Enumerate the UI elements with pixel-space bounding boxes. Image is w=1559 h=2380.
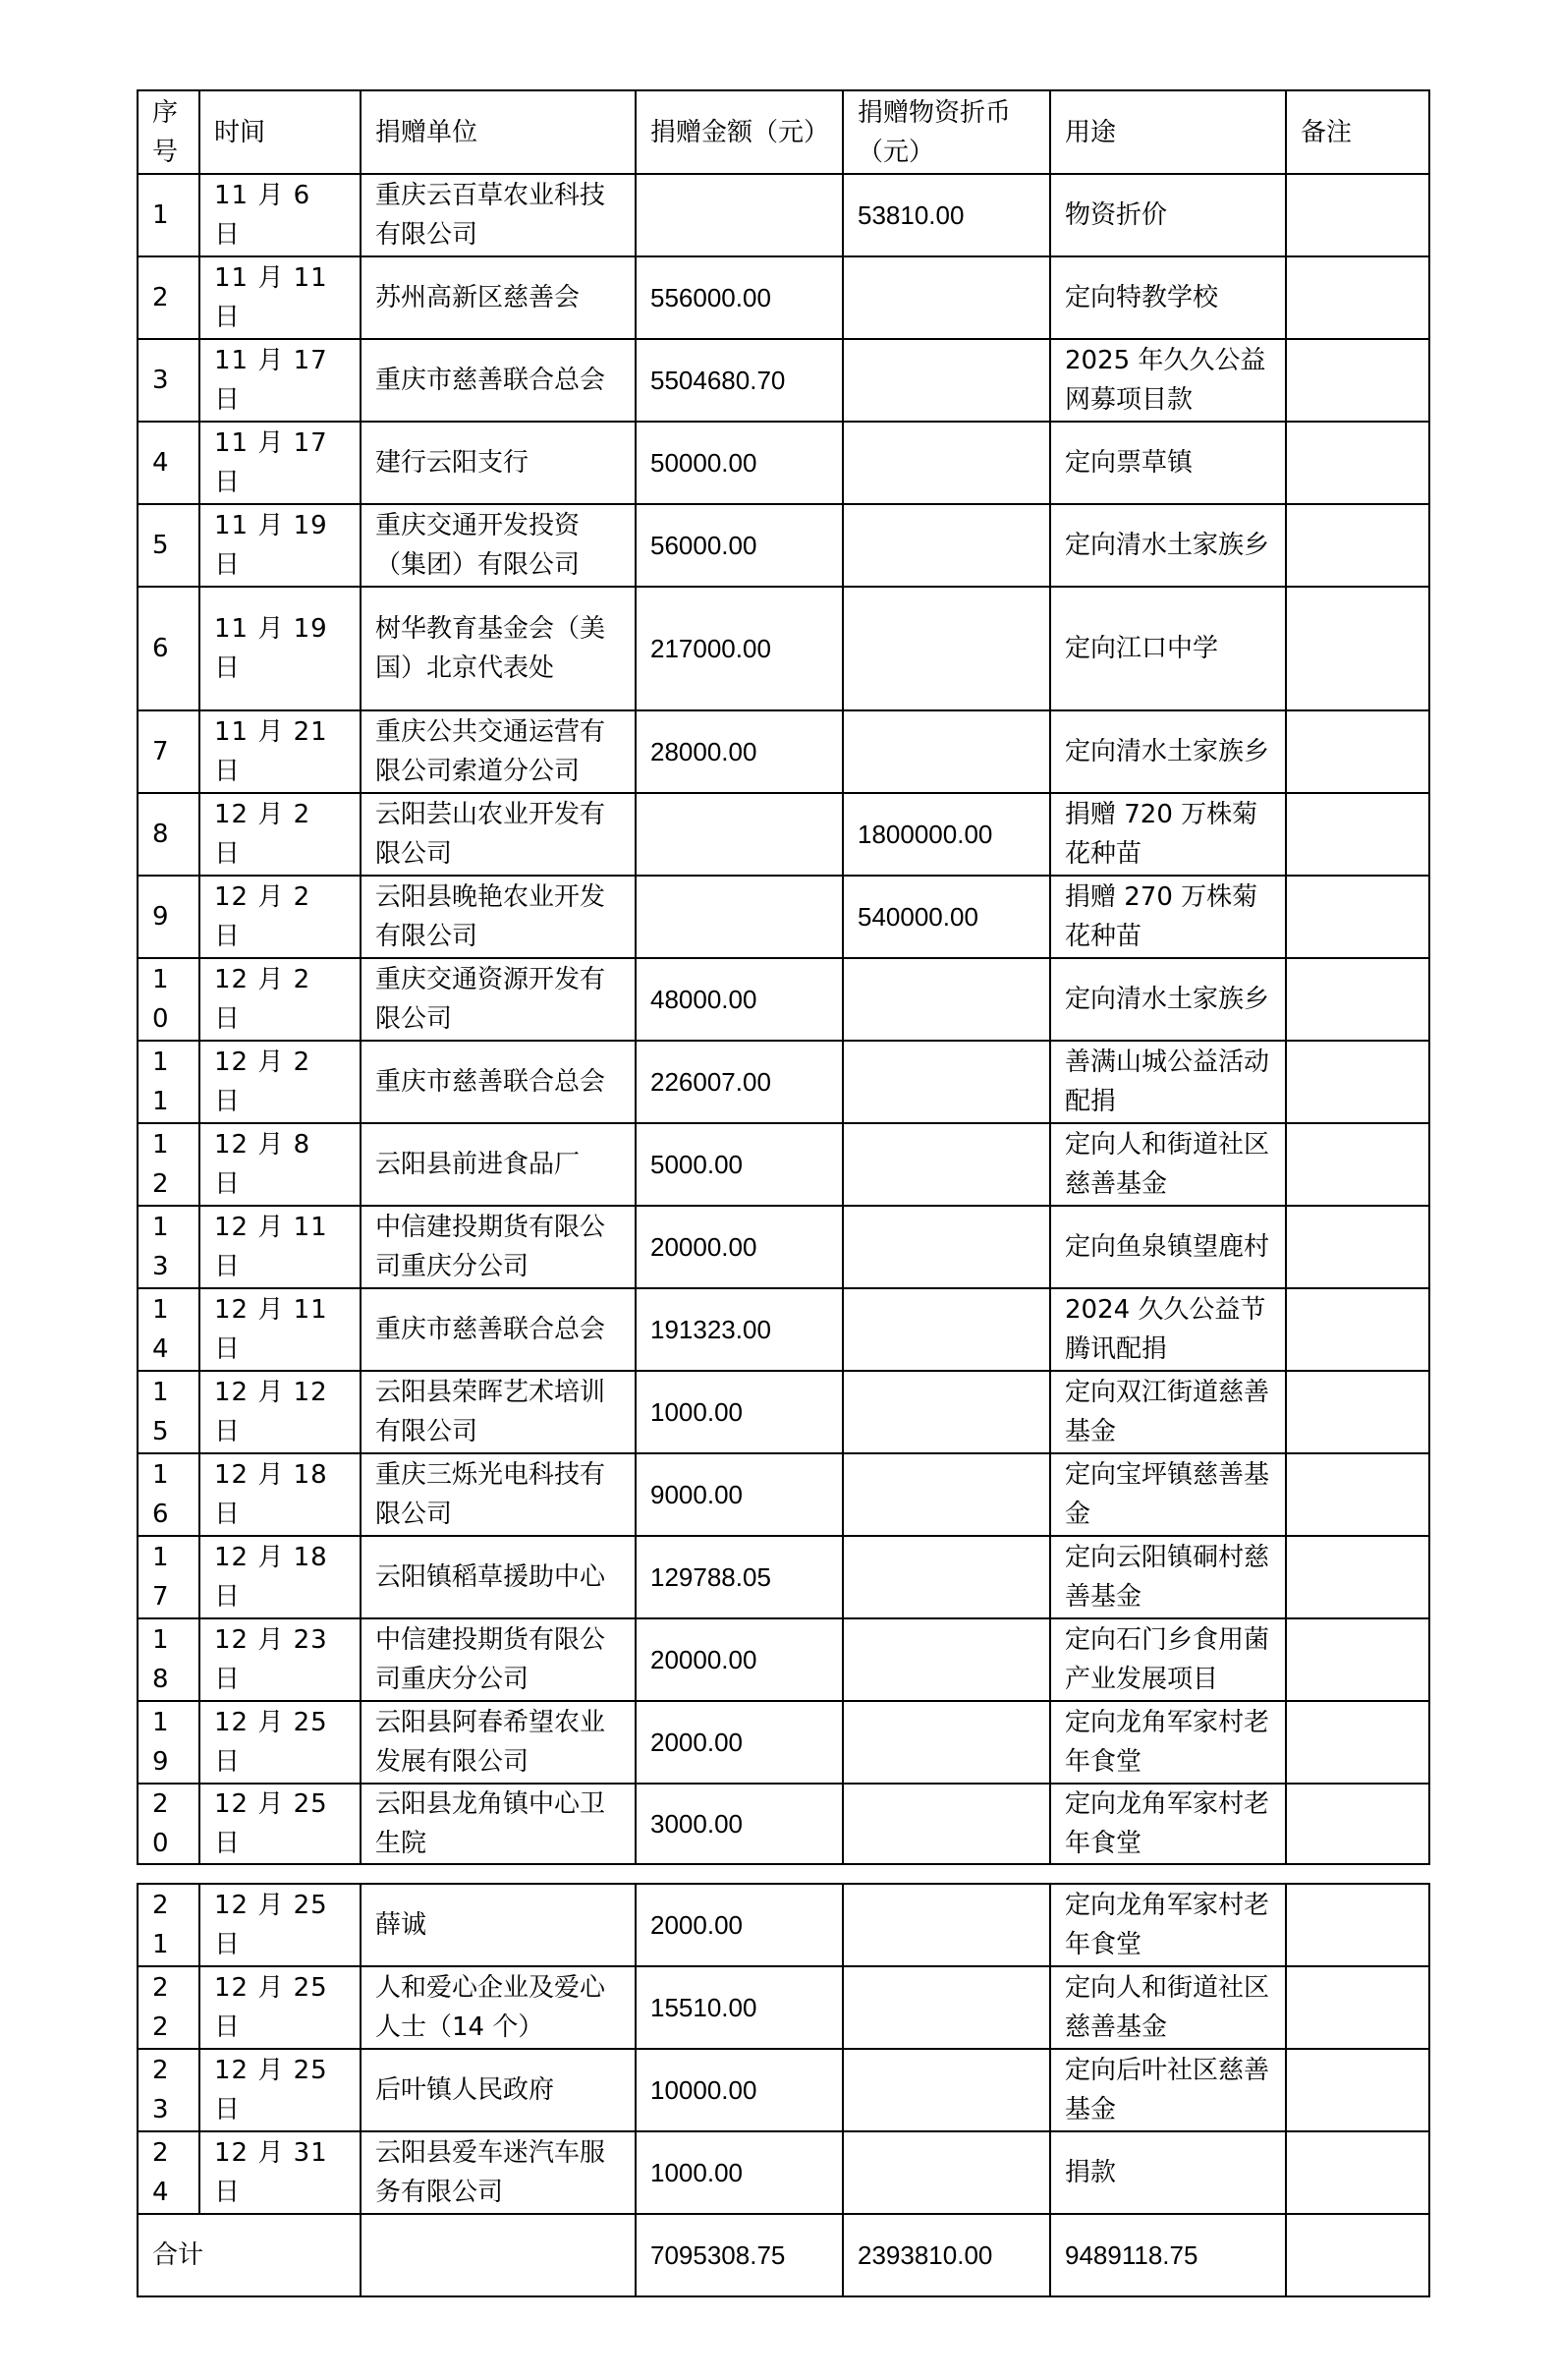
row-purpose: 善满山城公益活动配捐: [1050, 1041, 1286, 1123]
table-row: [138, 339, 1429, 422]
row-note: [1286, 876, 1429, 958]
row-note: [1286, 1701, 1429, 1784]
row-seq: 21: [138, 1884, 199, 1966]
row-time: 12 月 2 日: [199, 1041, 361, 1123]
row-amount: 48000.00: [636, 958, 843, 1041]
row-seq: 23: [138, 2049, 199, 2131]
total-goods: 2393810.00: [843, 2214, 1050, 2296]
row-time: 11 月 19 日: [199, 587, 361, 710]
row-note: [1286, 2131, 1429, 2214]
table-header-row: [138, 90, 1429, 174]
table-row: [138, 1701, 1429, 1784]
row-note: [1286, 1288, 1429, 1371]
donation-table: [137, 89, 1430, 1865]
row-donor: 树华教育基金会（美国）北京代表处: [361, 587, 636, 710]
row-amount: 50000.00: [636, 422, 843, 504]
row-note: [1286, 1453, 1429, 1536]
row-goods-value: [843, 587, 1050, 710]
row-goods-value: [843, 1536, 1050, 1618]
row-note: [1286, 339, 1429, 422]
table-row: [138, 1041, 1429, 1123]
row-donor: 中信建投期货有限公司重庆分公司: [361, 1206, 636, 1288]
row-goods-value: [843, 1453, 1050, 1536]
row-seq: 15: [138, 1371, 199, 1453]
row-note: [1286, 504, 1429, 587]
table-row: [138, 174, 1429, 256]
row-time: 11 月 6 日: [199, 174, 361, 256]
row-goods-value: [843, 1618, 1050, 1701]
row-seq: 5: [138, 504, 199, 587]
row-time: 12 月 25 日: [199, 2049, 361, 2131]
row-amount: 129788.05: [636, 1536, 843, 1618]
table-row: [138, 1618, 1429, 1701]
row-seq: 13: [138, 1206, 199, 1288]
row-amount: 20000.00: [636, 1618, 843, 1701]
row-amount: 1000.00: [636, 2131, 843, 2214]
row-seq: 16: [138, 1453, 199, 1536]
row-time: 11 月 11 日: [199, 256, 361, 339]
row-goods-value: [843, 1371, 1050, 1453]
table-row: [138, 1371, 1429, 1453]
row-goods-value: [843, 1884, 1050, 1966]
table-row: [138, 1784, 1429, 1864]
table-row: [138, 1123, 1429, 1206]
row-time: 12 月 25 日: [199, 1784, 361, 1864]
row-purpose: 物资折价: [1050, 174, 1286, 256]
row-goods-value: [843, 1206, 1050, 1288]
table-row: [138, 1966, 1429, 2049]
row-amount: [636, 174, 843, 256]
total-purpose: 9489118.75: [1050, 2214, 1286, 2296]
row-note: [1286, 1966, 1429, 2049]
row-note: [1286, 422, 1429, 504]
header-unit: 捐赠单位: [361, 90, 636, 174]
row-seq: 11: [138, 1041, 199, 1123]
row-goods-value: 53810.00: [843, 174, 1050, 256]
header-note: 备注: [1286, 90, 1429, 174]
row-goods-value: [843, 2131, 1050, 2214]
row-time: 12 月 25 日: [199, 1966, 361, 2049]
row-note: [1286, 710, 1429, 793]
row-purpose: 定向人和街道社区慈善基金: [1050, 1966, 1286, 2049]
table-row: [138, 2131, 1429, 2214]
total-unit-cell: [361, 2214, 636, 2296]
row-purpose: 捐赠 270 万株菊花种苗: [1050, 876, 1286, 958]
row-amount: 56000.00: [636, 504, 843, 587]
row-goods-value: 540000.00: [843, 876, 1050, 958]
row-time: 12 月 8 日: [199, 1123, 361, 1206]
row-amount: [636, 793, 843, 876]
row-donor: 重庆市慈善联合总会: [361, 1288, 636, 1371]
row-goods-value: [843, 1123, 1050, 1206]
row-seq: 3: [138, 339, 199, 422]
donation-table-body-1: [138, 90, 1429, 1864]
row-donor: 薛诚: [361, 1884, 636, 1966]
row-purpose: 定向鱼泉镇望鹿村: [1050, 1206, 1286, 1288]
total-note: [1286, 2214, 1429, 2296]
row-goods-value: [843, 2049, 1050, 2131]
row-note: [1286, 1123, 1429, 1206]
row-time: 12 月 23 日: [199, 1618, 361, 1701]
row-note: [1286, 958, 1429, 1041]
row-seq: 9: [138, 876, 199, 958]
row-purpose: 定向人和街道社区慈善基金: [1050, 1123, 1286, 1206]
total-row: [138, 2214, 1429, 2296]
total-label: 合计: [138, 2214, 361, 2296]
donation-table-continued: [137, 1883, 1430, 2297]
total-section: [138, 2214, 1429, 2296]
table-row: [138, 1453, 1429, 1536]
row-seq: 19: [138, 1701, 199, 1784]
row-purpose: 定向特教学校: [1050, 256, 1286, 339]
row-donor: 重庆交通开发投资（集团）有限公司: [361, 504, 636, 587]
row-donor: 重庆交通资源开发有限公司: [361, 958, 636, 1041]
row-amount: 191323.00: [636, 1288, 843, 1371]
row-goods-value: [843, 1966, 1050, 2049]
row-seq: 6: [138, 587, 199, 710]
row-note: [1286, 1784, 1429, 1864]
table-row: [138, 710, 1429, 793]
row-donor: 重庆公共交通运营有限公司索道分公司: [361, 710, 636, 793]
row-seq: 22: [138, 1966, 199, 2049]
row-time: 11 月 17 日: [199, 339, 361, 422]
row-purpose: 定向清水土家族乡: [1050, 958, 1286, 1041]
row-amount: 217000.00: [636, 587, 843, 710]
row-donor: 云阳县前进食品厂: [361, 1123, 636, 1206]
row-donor: 云阳县荣晖艺术培训有限公司: [361, 1371, 636, 1453]
header-goods: 捐赠物资折币（元）: [843, 90, 1050, 174]
row-purpose: 定向双江街道慈善基金: [1050, 1371, 1286, 1453]
row-amount: 226007.00: [636, 1041, 843, 1123]
row-amount: [636, 876, 843, 958]
row-seq: 4: [138, 422, 199, 504]
row-amount: 556000.00: [636, 256, 843, 339]
row-goods-value: [843, 422, 1050, 504]
total-amount: 7095308.75: [636, 2214, 843, 2296]
row-goods-value: [843, 504, 1050, 587]
table-row: [138, 1884, 1429, 1966]
row-time: 12 月 2 日: [199, 793, 361, 876]
row-note: [1286, 1371, 1429, 1453]
row-note: [1286, 174, 1429, 256]
row-seq: 2: [138, 256, 199, 339]
row-goods-value: [843, 339, 1050, 422]
row-amount: 28000.00: [636, 710, 843, 793]
row-note: [1286, 1618, 1429, 1701]
table-row: [138, 793, 1429, 876]
row-time: 11 月 19 日: [199, 504, 361, 587]
row-goods-value: [843, 1288, 1050, 1371]
row-time: 12 月 25 日: [199, 1701, 361, 1784]
row-time: 12 月 31 日: [199, 2131, 361, 2214]
header-seq: 序号: [138, 90, 199, 174]
row-seq: 20: [138, 1784, 199, 1864]
table-row: [138, 958, 1429, 1041]
header-time: 时间: [199, 90, 361, 174]
row-time: 12 月 11 日: [199, 1206, 361, 1288]
row-purpose: 定向江口中学: [1050, 587, 1286, 710]
row-donor: 云阳县阿春希望农业发展有限公司: [361, 1701, 636, 1784]
row-donor: 后叶镇人民政府: [361, 2049, 636, 2131]
table-row: [138, 2049, 1429, 2131]
row-goods-value: [843, 1784, 1050, 1864]
row-time: 11 月 17 日: [199, 422, 361, 504]
row-purpose: 定向龙角军家村老年食堂: [1050, 1701, 1286, 1784]
row-purpose: 捐款: [1050, 2131, 1286, 2214]
row-time: 12 月 2 日: [199, 876, 361, 958]
row-donor: 云阳芸山农业开发有限公司: [361, 793, 636, 876]
row-purpose: 捐赠 720 万株菊花种苗: [1050, 793, 1286, 876]
row-donor: 重庆云百草农业科技有限公司: [361, 174, 636, 256]
row-seq: 12: [138, 1123, 199, 1206]
row-amount: 3000.00: [636, 1784, 843, 1864]
row-purpose: 2024 久久公益节腾讯配捐: [1050, 1288, 1286, 1371]
row-time: 12 月 12 日: [199, 1371, 361, 1453]
row-amount: 15510.00: [636, 1966, 843, 2049]
row-amount: 1000.00: [636, 1371, 843, 1453]
header-purpose: 用途: [1050, 90, 1286, 174]
row-seq: 14: [138, 1288, 199, 1371]
row-time: 12 月 11 日: [199, 1288, 361, 1371]
row-amount: 2000.00: [636, 1701, 843, 1784]
row-goods-value: [843, 256, 1050, 339]
row-purpose: 定向后叶社区慈善基金: [1050, 2049, 1286, 2131]
row-amount: 9000.00: [636, 1453, 843, 1536]
row-seq: 1: [138, 174, 199, 256]
row-time: 12 月 25 日: [199, 1884, 361, 1966]
row-donor: 云阳县龙角镇中心卫生院: [361, 1784, 636, 1864]
row-purpose: 定向石门乡食用菌产业发展项目: [1050, 1618, 1286, 1701]
row-note: [1286, 256, 1429, 339]
row-purpose: 定向宝坪镇慈善基金: [1050, 1453, 1286, 1536]
row-note: [1286, 1041, 1429, 1123]
row-donor: 重庆三烁光电科技有限公司: [361, 1453, 636, 1536]
row-donor: 人和爱心企业及爱心人士（14 个）: [361, 1966, 636, 2049]
row-amount: 2000.00: [636, 1884, 843, 1966]
row-note: [1286, 1206, 1429, 1288]
row-time: 12 月 18 日: [199, 1536, 361, 1618]
row-time: 12 月 2 日: [199, 958, 361, 1041]
row-donor: 云阳县爱车迷汽车服务有限公司: [361, 2131, 636, 2214]
table-row: [138, 1288, 1429, 1371]
donation-table-body-2: [138, 1884, 1429, 2214]
row-purpose: 定向龙角军家村老年食堂: [1050, 1884, 1286, 1966]
row-donor: 云阳县晚艳农业开发有限公司: [361, 876, 636, 958]
row-purpose: 定向票草镇: [1050, 422, 1286, 504]
row-goods-value: [843, 1701, 1050, 1784]
table-row: [138, 256, 1429, 339]
row-amount: 5000.00: [636, 1123, 843, 1206]
row-amount: 10000.00: [636, 2049, 843, 2131]
row-seq: 7: [138, 710, 199, 793]
row-purpose: 定向云阳镇硐村慈善基金: [1050, 1536, 1286, 1618]
table-row: [138, 1536, 1429, 1618]
row-seq: 18: [138, 1618, 199, 1701]
table-row: [138, 422, 1429, 504]
row-seq: 8: [138, 793, 199, 876]
row-purpose: 定向清水土家族乡: [1050, 710, 1286, 793]
table-row: [138, 1206, 1429, 1288]
row-donor: 重庆市慈善联合总会: [361, 1041, 636, 1123]
row-purpose: 2025 年久久公益网募项目款: [1050, 339, 1286, 422]
row-note: [1286, 2049, 1429, 2131]
row-donor: 中信建投期货有限公司重庆分公司: [361, 1618, 636, 1701]
row-purpose: 定向清水土家族乡: [1050, 504, 1286, 587]
row-donor: 云阳镇稻草援助中心: [361, 1536, 636, 1618]
row-donor: 苏州高新区慈善会: [361, 256, 636, 339]
row-seq: 24: [138, 2131, 199, 2214]
row-amount: 5504680.70: [636, 339, 843, 422]
row-note: [1286, 1536, 1429, 1618]
row-goods-value: [843, 1041, 1050, 1123]
table-row: [138, 876, 1429, 958]
row-donor: 重庆市慈善联合总会: [361, 339, 636, 422]
row-goods-value: 1800000.00: [843, 793, 1050, 876]
table-row: [138, 504, 1429, 587]
row-note: [1286, 1884, 1429, 1966]
row-seq: 10: [138, 958, 199, 1041]
row-goods-value: [843, 958, 1050, 1041]
row-note: [1286, 587, 1429, 710]
header-amount: 捐赠金额（元）: [636, 90, 843, 174]
row-note: [1286, 793, 1429, 876]
row-purpose: 定向龙角军家村老年食堂: [1050, 1784, 1286, 1864]
table-row: [138, 587, 1429, 710]
row-time: 11 月 21 日: [199, 710, 361, 793]
row-amount: 20000.00: [636, 1206, 843, 1288]
row-seq: 17: [138, 1536, 199, 1618]
row-donor: 建行云阳支行: [361, 422, 636, 504]
row-goods-value: [843, 710, 1050, 793]
row-time: 12 月 18 日: [199, 1453, 361, 1536]
